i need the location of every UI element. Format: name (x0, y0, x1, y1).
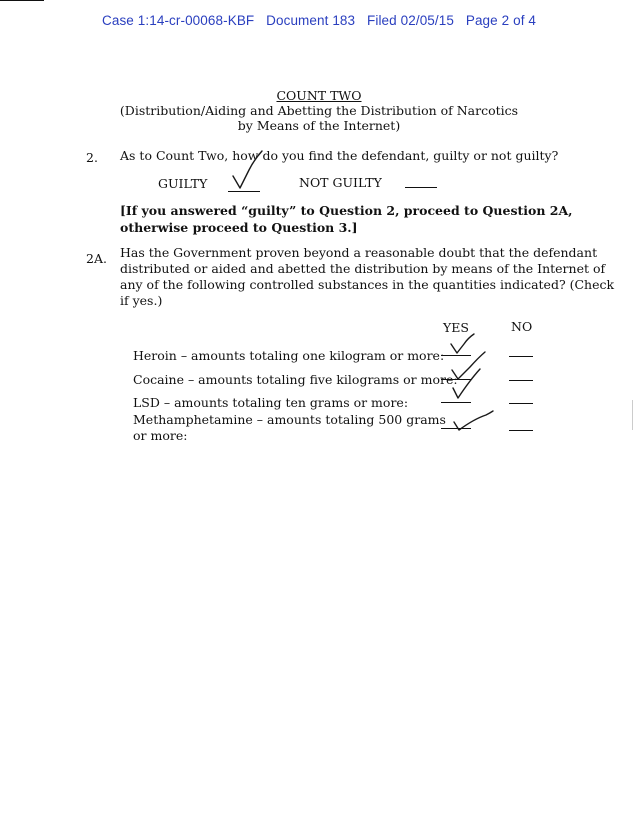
filed-date: Filed 02/05/15 (367, 13, 454, 28)
question-2a-text-line2: distributed or aided and abetted the distribution by means of the Internet of (120, 261, 606, 276)
question-2a-text-line4: if yes.) (120, 293, 163, 308)
question-2a-text-line1: Has the Government proven beyond a reasonable doubt that the defendant (120, 245, 598, 260)
case-number: Case 1:14-cr-00068-KBF (102, 13, 255, 28)
count-title: COUNT TWO (276, 88, 362, 103)
substance-methamphetamine-line2: or more: (133, 428, 188, 443)
not-guilty-label: NOT GUILTY (299, 175, 382, 190)
scan-corner-top-left (0, 0, 44, 1)
document-number: Document 183 (266, 13, 356, 28)
no-blank-methamphetamine[interactable] (509, 430, 533, 431)
guilty-label: GUILTY (158, 176, 208, 191)
yes-blank-cocaine[interactable] (441, 379, 471, 380)
substance-heroin: Heroin – amounts totaling one kilogram or more: (133, 348, 445, 363)
count-subtitle-line1: (Distribution/Aiding and Abetting the Distribution of Narcotics (119, 103, 519, 118)
scan-edge-right (632, 400, 633, 430)
guilty-blank[interactable] (228, 191, 260, 192)
yes-blank-lsd[interactable] (441, 402, 471, 403)
not-guilty-blank[interactable] (405, 187, 437, 188)
count-subtitle-line2: by Means of the Internet) (237, 118, 401, 133)
no-column-header: NO (511, 319, 533, 334)
case-header (0, 13, 638, 28)
question-2a-number: 2A. (86, 251, 107, 266)
no-blank-lsd[interactable] (509, 403, 533, 404)
yes-blank-heroin[interactable] (441, 355, 471, 356)
page-number: Page 2 of 4 (465, 13, 536, 28)
yes-column-header: YES (443, 320, 469, 335)
question-2-text: As to Count Two, how do you find the defendant, guilty or not guilty? (120, 148, 559, 163)
substance-lsd: LSD – amounts totaling ten grams or more: (133, 395, 409, 410)
substance-cocaine: Cocaine – amounts totaling five kilograms or more: (133, 372, 458, 387)
substance-methamphetamine: Methamphetamine – amounts totaling 500 grams (133, 412, 446, 427)
question-2-instruction-line1: [If you answered “guilty” to Question 2, proceed to Question 2A, (120, 203, 573, 218)
question-2-number: 2. (86, 150, 98, 165)
heroin-checkmark-icon (451, 334, 474, 353)
no-blank-cocaine[interactable] (509, 380, 533, 381)
yes-blank-methamphetamine[interactable] (441, 428, 471, 429)
question-2a-text-line3: any of the following controlled substances in the quantities indicated? (Check (120, 277, 615, 292)
question-2-instruction-line2: otherwise proceed to Question 3.] (120, 220, 358, 235)
no-blank-heroin[interactable] (509, 356, 533, 357)
